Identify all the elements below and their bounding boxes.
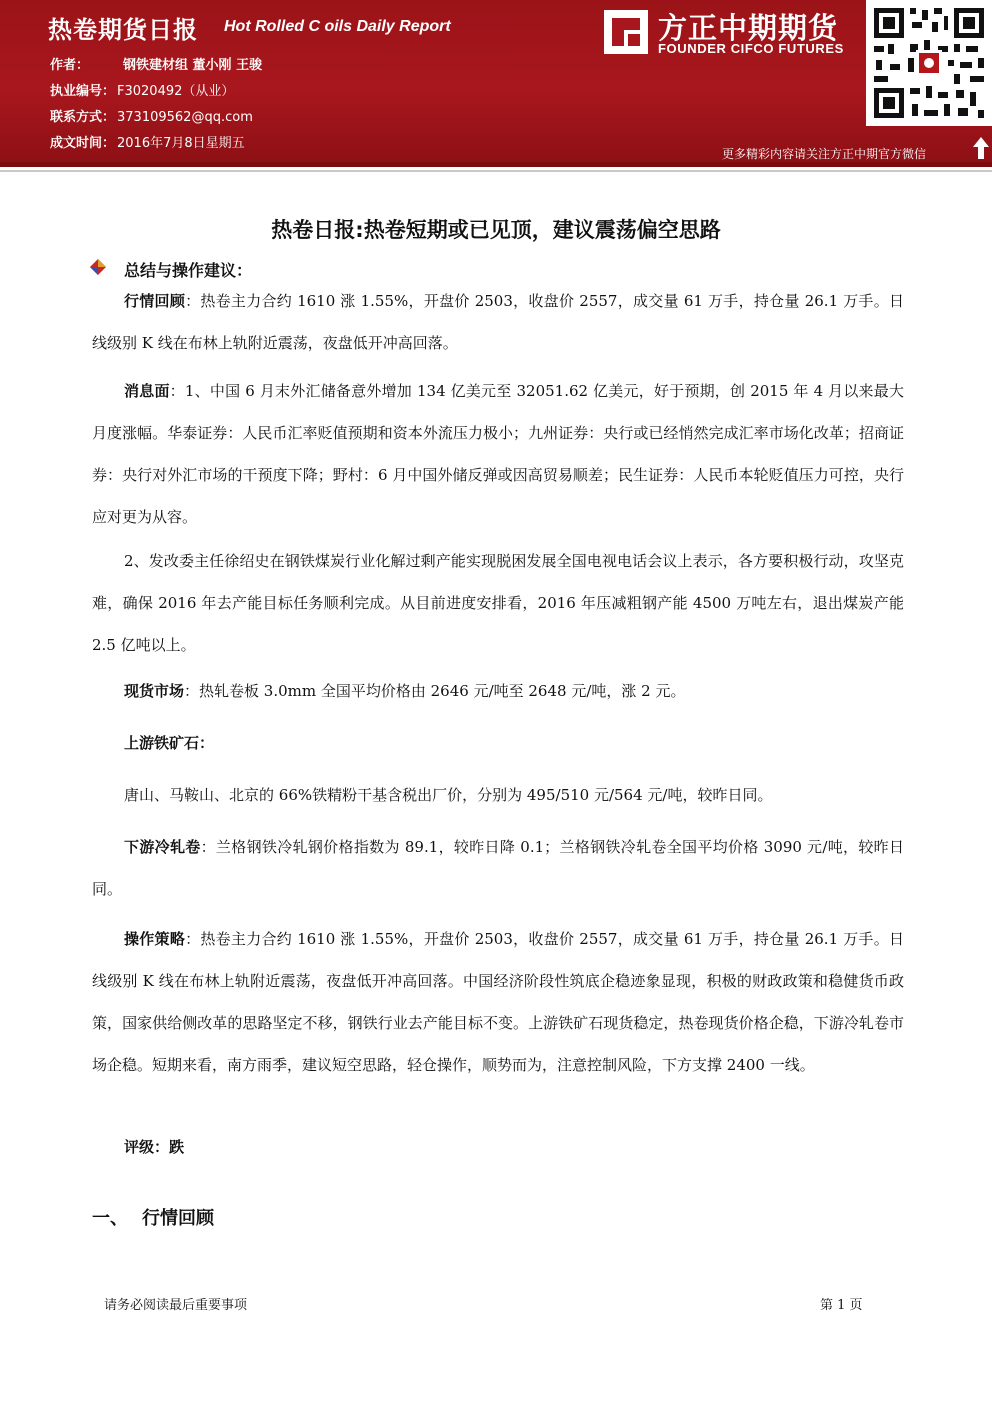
rating-label: 评级：跌 xyxy=(124,1138,185,1156)
news2-text: 2、发改委主任徐绍史在钢铁煤炭行业化解过剩产能实现脱困发展全国电视电话会议上表示，各方要积极行动，攻坚克难，确保 2016 年去产能目标任务顺利完成。从目前进度安排看，2016 年压减粗钢产能 4500 万吨左右，退出煤炭产能 2.5 亿吨以上。 xyxy=(92,552,904,654)
iron-ore-heading xyxy=(92,722,904,764)
section-heading-market-review xyxy=(92,1204,214,1230)
summary-heading-text: 总结与操作建议： xyxy=(124,261,253,280)
footer-disclaimer-note: 请务必阅读最后重要事项 xyxy=(104,1298,248,1313)
meta-key: 联系方式： xyxy=(50,110,116,125)
market-review-text: ：热卷主力合约 1610 涨 1.55%，开盘价 2503，收盘价 2557，成交量 61 万手，持仓量 26.1 万手。日线级别 K 线在布林上轨附近震荡，夜盘低开冲高回落。 xyxy=(92,292,904,352)
follow-wechat-text: 更多精彩内容请关注方正中期官方微信 xyxy=(722,147,927,161)
up-arrow-icon xyxy=(972,136,990,160)
iron-ore-label: 上游铁矿石 xyxy=(124,734,200,752)
report-header xyxy=(0,0,992,162)
strategy-text: ：热卷主力合约 1610 涨 1.55%，开盘价 2503，收盘价 2557，成交量 61 万手，持仓量 26.1 万手。日线级别 K 线在布林上轨附近震荡，夜盘低开冲高回落。中国经济阶段性筑底企稳迹象显现，积极的财政政策和稳健货币政策，国家供给侧改革的思路坚定不移，钢铁行业去产能目标不变。上游铁矿石现货稳定，热卷现货价格企稳，下游冷轧卷市场企稳。短期来看，南方雨季，建议短空思路，轻仓操作，顺势而为，注意控制风险，下方支撑 2400 一线。 xyxy=(92,930,904,1074)
news-label: 消息面 xyxy=(124,382,170,400)
rating-paragraph xyxy=(92,1126,904,1168)
meta-author xyxy=(50,54,262,73)
meta-value: F3020492（从业） xyxy=(117,84,235,99)
iron-ore-text: 唐山、马鞍山、北京的 66%铁精粉干基含税出厂价，分别为 495/510 元/564 元/吨，较昨日同。 xyxy=(124,786,773,804)
section-number: 一、 xyxy=(92,1208,128,1229)
report-title-en: Hot Rolled C oils Daily Report xyxy=(224,18,451,35)
news-text: ：1、中国 6 月末外汇储备意外增加 134 亿美元至 32051.62 亿美元，好于预期，创 2015 年 4 月以来最大月度涨幅。华泰证券：人民币汇率贬值预期和资本外流压力极小；九州证券：央行或已经悄然完成汇率市场化改革；招商证券：央行对外汇市场的干预度下降；野村：6 月中国外储反弹或因高贸易顺差；民生证券：人民币本轮贬值压力可控，央行应对更为从容。 xyxy=(92,382,904,526)
qr-code-icon xyxy=(866,0,992,126)
strategy-label: 操作策略 xyxy=(124,930,186,948)
cold-rolled-paragraph xyxy=(92,826,904,910)
cold-rolled-label: 下游冷轧卷 xyxy=(124,838,201,856)
iron-ore-paragraph xyxy=(92,774,904,816)
meta-key: 作者： xyxy=(50,58,90,73)
news2-paragraph xyxy=(92,540,904,666)
brand-name-cn: 方正中期期货 xyxy=(658,11,839,45)
header-divider-grey xyxy=(0,170,992,172)
meta-key: 成文时间： xyxy=(50,136,116,151)
news-paragraph xyxy=(92,370,904,538)
meta-value: 2016年7月8日星期五 xyxy=(117,136,245,151)
meta-contact xyxy=(50,106,253,125)
header-divider xyxy=(0,162,992,167)
page-number: 第 1 页 xyxy=(820,1298,863,1313)
market-review-paragraph xyxy=(92,280,904,364)
spot-market-label: 现货市场 xyxy=(124,682,185,700)
report-title-cn: 热卷期货日报 xyxy=(48,16,198,44)
meta-key: 执业编号： xyxy=(50,84,116,99)
meta-value: 373109562@qq.com xyxy=(117,110,253,125)
spot-market-text: ：热轧卷板 3.0mm 全国平均价格由 2646 元/吨至 2648 元/吨，涨 2 元。 xyxy=(184,682,686,700)
meta-value: 钢铁建材组 董小刚 王骏 xyxy=(123,58,263,73)
founder-logo-icon xyxy=(604,10,648,54)
page-title: 热卷日报:热卷短期或已见顶，建议震荡偏空思路 xyxy=(271,218,721,242)
section-title: 行情回顾 xyxy=(142,1208,214,1229)
market-review-label: 行情回顾 xyxy=(124,292,186,310)
cold-rolled-text: ：兰格钢铁冷轧钢价格指数为 89.1，较昨日降 0.1；兰格钢铁冷轧卷全国平均价格 3090 元/吨，较昨日同。 xyxy=(92,838,904,898)
iron-ore-label-colon: ： xyxy=(199,734,215,752)
strategy-paragraph xyxy=(92,918,904,1086)
spot-market-paragraph xyxy=(92,670,904,712)
summary-heading xyxy=(90,258,252,281)
meta-date xyxy=(50,132,245,151)
brand-name-en: FOUNDER CIFCO FUTURES xyxy=(658,41,844,56)
meta-license xyxy=(50,80,234,99)
